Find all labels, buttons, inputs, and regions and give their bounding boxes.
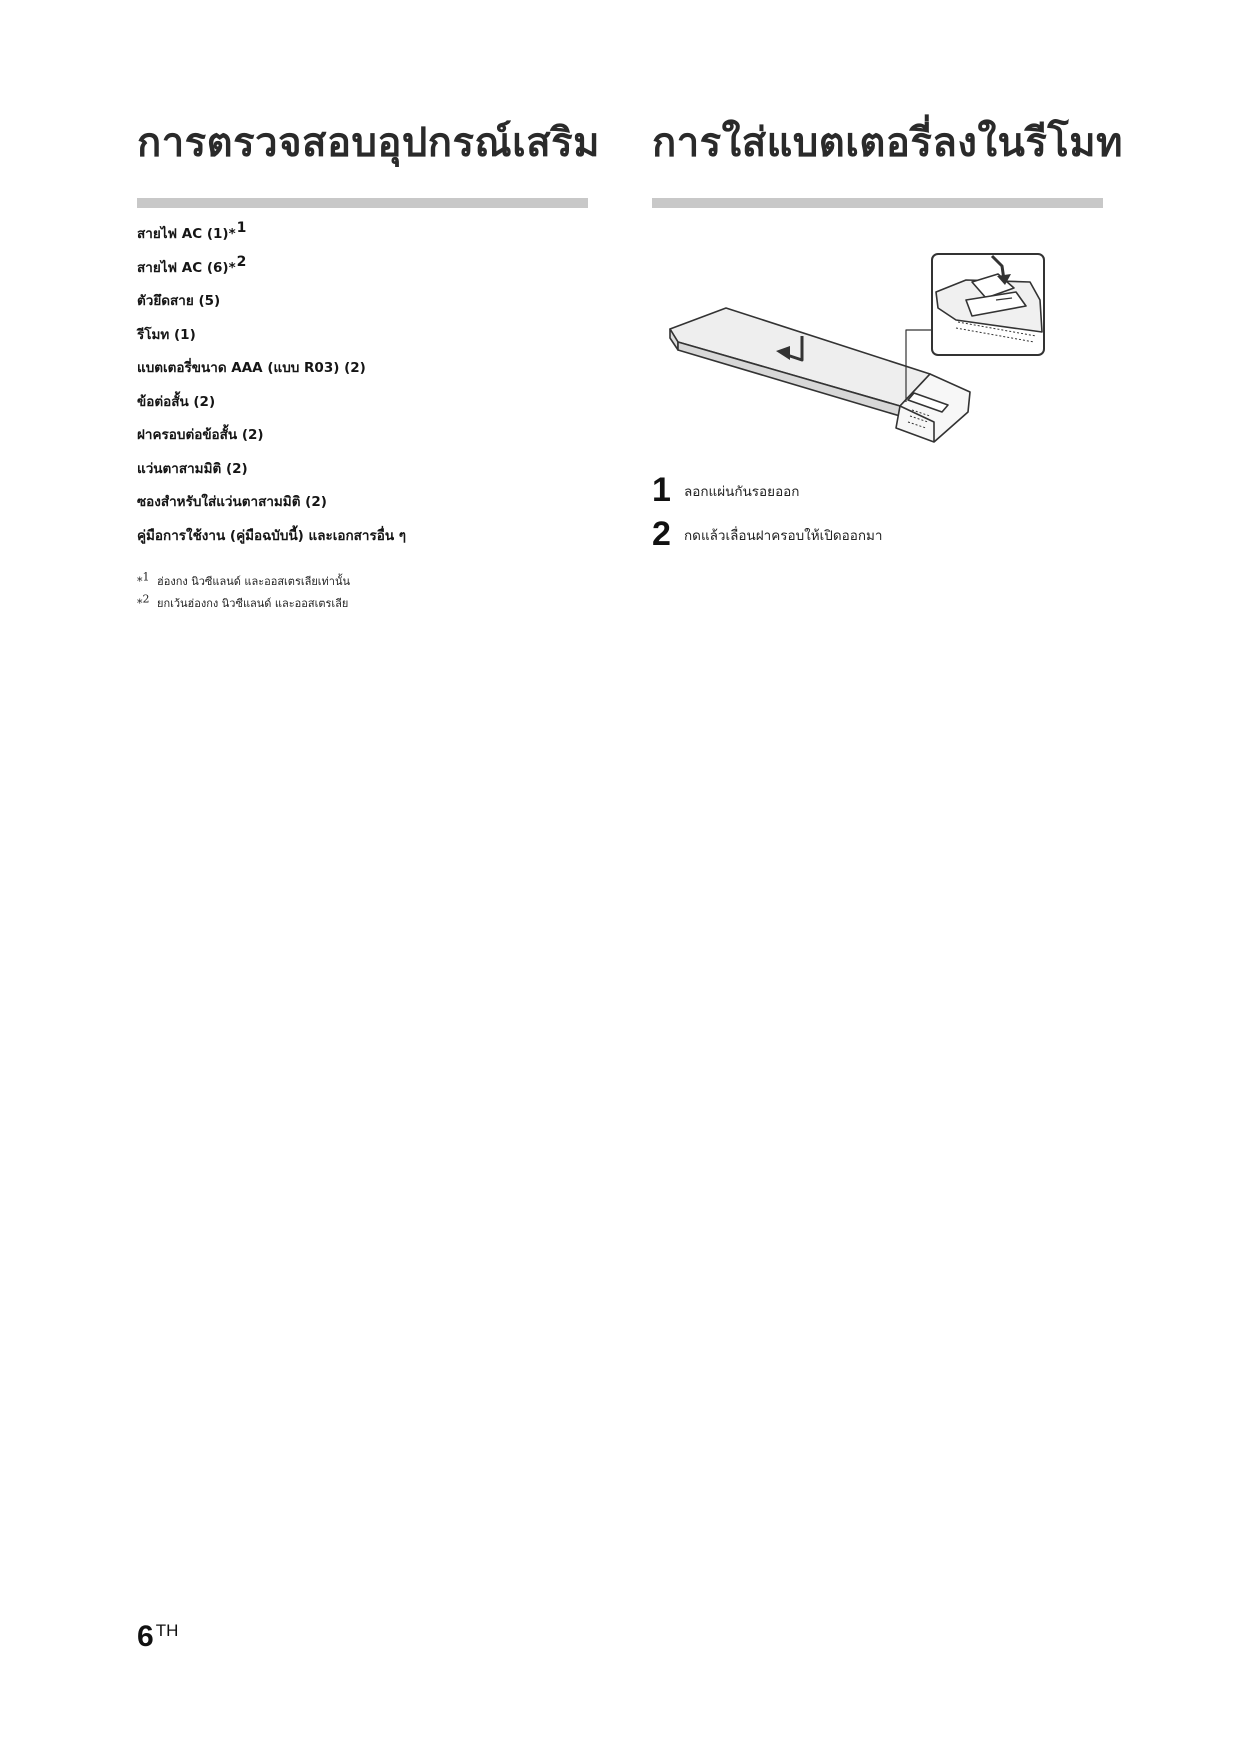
page-number: 6 TH [137, 1620, 179, 1653]
title-rule-left [137, 198, 588, 208]
accessories-list [137, 222, 406, 557]
step-number: 2 [652, 515, 671, 553]
footnote-1: *$^1$ ฮ่องกง นิวซีแลนด์ และออสเตรเลียเท่านั้น [137, 570, 351, 588]
list-item: แบตเตอรี่ขนาด AAA (แบบ R03) (2) [137, 360, 366, 376]
step-number: 1 [652, 471, 671, 509]
accessories-title: การตรวจสอบอุปกรณ์เสริม [137, 119, 601, 166]
list-item: รีโมท (1) [137, 326, 196, 343]
footnote-2: *$^2$ ยกเว้นฮ่องกง นิวซีแลนด์ และออสเตรเลีย [137, 592, 349, 610]
list-item: คู่มือการใช้งาน (คู่มือฉบับนี้) และเอกสารอื่น ๆ [137, 527, 407, 544]
list-item: สายไฟ AC (1)*$^1$ [137, 220, 247, 242]
list-item: ข้อต่อสั้น (2) [137, 393, 216, 410]
step-text: กดแล้วเลื่อนฝาครอบให้เปิดออกมา [684, 528, 883, 544]
step-text: ลอกแผ่นกันรอยออก [684, 484, 800, 500]
battery-title: การใส่แบตเตอรี่ลงในรีโมท [652, 119, 1124, 166]
title-rule-right [652, 198, 1103, 208]
list-item: สายไฟ AC (6)*$^2$ [137, 253, 247, 276]
list-item: ตัวยึดสาย (5) [137, 293, 221, 309]
remote-battery-illustration [666, 252, 1116, 462]
list-item: แว่นตาสามมิติ (2) [137, 460, 248, 477]
list-item: ซองสำหรับใส่แว่นตาสามมิติ (2) [137, 494, 327, 510]
footnotes [137, 571, 350, 615]
list-item: ฝาครอบต่อข้อสั้น (2) [137, 427, 264, 443]
